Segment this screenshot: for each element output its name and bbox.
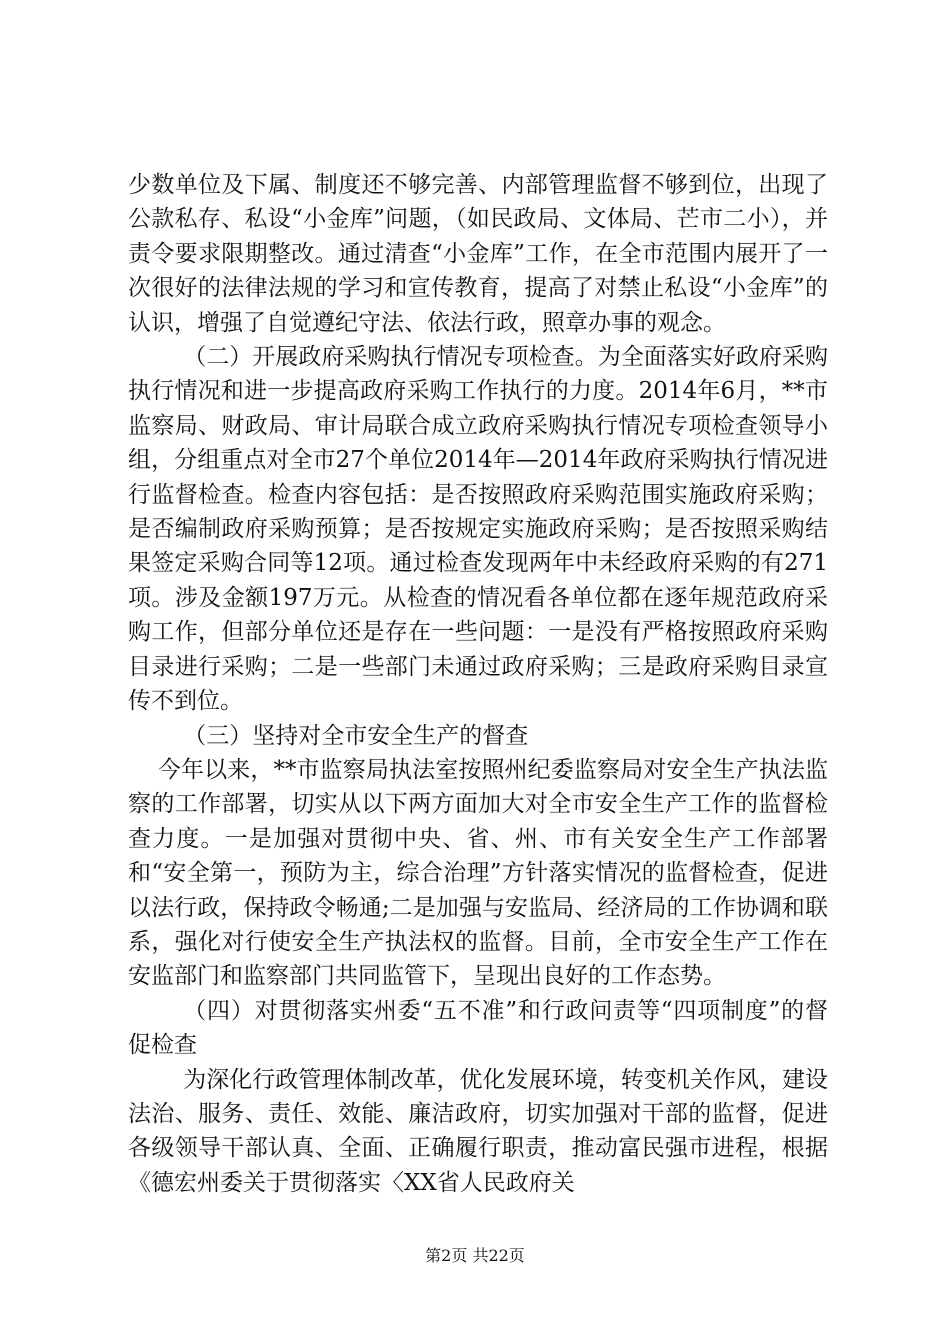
paragraph-procurement-inspection: （二）开展政府采购执行情况专项检查。为全面落实好政府采购执行情况和进一步提高政府采购工作执行的力度。2014年6月，**市监察局、财政局、审计局联合成立政府采购执行情况专项检查领导小组，分组重点对全市27个单位2014年—2014年政府采购执行情况进行监督检查。检查内容包括：是否按照政府采购范围实施政府采购；是否编制政府采购预算；是否按规定实施政府采购；是否按照采购结果签定采购合同等12项。通过检查发现两年中未经政府采购的有271项。涉及金额197万元。从检查的情况看各单位都在逐年规范政府采购工作，但部分单位还是存在一些问题：一是没有严格按照政府采购目录进行采购；二是一些部门未通过政府采购；三是政府采购目录宣传不到位。	[128, 344, 828, 715]
document-body	[128, 168, 828, 1200]
section-heading-safety: （三）坚持对全市安全生产的督查	[183, 722, 529, 749]
section-heading-four-systems: （四）对贯彻落实州委“五不准”和行政问责等“四项制度”的督促检查	[128, 997, 828, 1059]
paragraph-continuation: 少数单位及下属、制度还不够完善、内部管理监督不够到位，出现了公款私存、私设“小金库”问题，（如民政局、文体局、芒市二小），并责令要求限期整改。通过清查“小金库”工作，在全市范围内展开了一次很好的法律法规的学习和宣传教育，提高了对禁止私设“小金库”的认识，增强了自觉遵纪守法、依法行政，照章办事的观念。	[128, 172, 828, 336]
paragraph-safety-supervision: 今年以来，**市监察局执法室按照州纪委监察局对安全生产执法监察的工作部署，切实从以下两方面加大对全市安全生产工作的监督检查力度。一是加强对贯彻中央、省、州、市有关安全生产工作部署和“安全第一，预防为主，综合治理”方针落实情况的监督检查，促进以法行政，保持政令畅通;二是加强与安监局、经济局的工作协调和联系，强化对行使安全生产执法权的监督。目前，全市安全生产工作在安监部门和监察部门共同监管下，呈现出良好的工作态势。	[128, 756, 828, 990]
paragraph-administrative-reform: 为深化行政管理体制改革，优化发展环境，转变机关作风，建设法治、服务、责任、效能、廉洁政府，切实加强对干部的监督，促进各级领导干部认真、全面、正确履行职责，推动富民强市进程，根据《德宏州委关于贯彻落实〈XX省人民政府关	[128, 1066, 828, 1196]
page-number-footer: 第2页 共22页	[425, 1246, 525, 1265]
